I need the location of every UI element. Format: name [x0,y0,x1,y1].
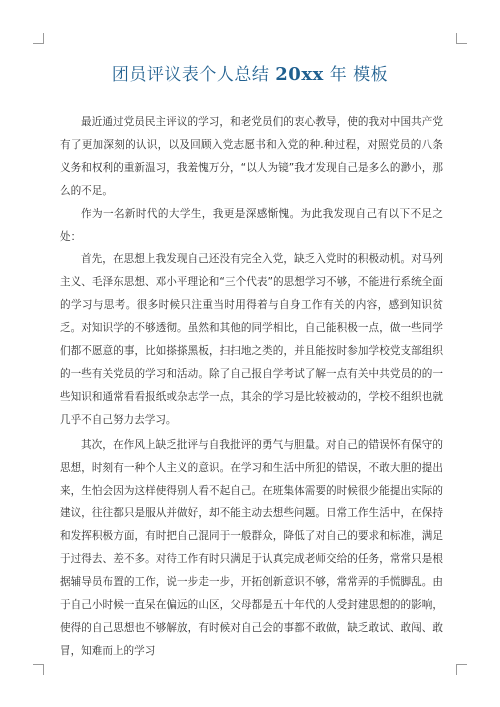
title-prefix: 团员评议表个人总结 [111,65,276,85]
title-year: 20xx [275,64,324,85]
paragraph-first-point: 首先，在思想上我发现自己还没有完全入党，缺乏入党时的积极动机。对马列主义、毛泽东思想、邓小平理论和“三个代表”的思想学习不够，不能进行系统全面的学习与思考。很多时候只注重当时用得着与自身工作有关的内容，感到知识贫乏。对知识学的不够透彻。虽然和其他的同学相比，自己能积极一点，做一些同学们都不愿意的事，比如搽搽黑板，扫扫地之类的，并且能按时参加学校党支部组织的一些有关党员的学习和活动。除了自己报自学考试了解一点有关中共党员的的一些知识和通常看看报纸或杂志学一点，其余的学习是比较被动的，学校不组织也就几乎不自己努力去学习。 [60,253,443,426]
crop-mark-bottom-left [33,664,44,675]
crop-mark-top-right [456,33,467,44]
paragraph-intro: 最近通过党员民主评议的学习，和老党员们的衷心教导，使的我对中国共产党有了更加深刻的认识，以及回顾入党志愿书和入党的种.种过程，对照党员的八条义务和权利的重新温习，我羞愧万分，“以人为镜”我才发现自己是多么的渺小，那么的不足。 [60,116,443,197]
crop-mark-top-left [33,33,44,44]
crop-mark-bottom-right [456,664,467,675]
document-title [0,63,500,87]
document-body [60,111,443,663]
paragraph-shortcomings-lead: 作为一名新时代的大学生，我更是深感惭愧。为此我发现自己有以下不足之处： [60,207,443,243]
paragraph-second-point: 其次，在作风上缺乏批评与自我批评的勇气与胆量。对自己的错误怀有保守的思想，时刻有一种个人主义的意识。在学习和生活中所犯的错误，不敢大胆的提出来，生怕会因为这样使得别人看不起自己。在班集体需要的时候很少能提出实际的建议，往往都只是服从并做好，却不能主动去想些问题。日常工作生活中，在保持和发挥积极方面，有时把自己混同于一般群众，降低了对自己的要求和标准，满足于过得去、差不多。对待工作有时只满足于认真完成老师交给的任务，常常只是根据辅导员布置的工作，说一步走一步，开拓创新意识不够，常常弄的手慌脚乱。由于自己小时候一直呆在偏远的山区，父母都是五十年代的人受封建思想的的影响，使得的自己思想也不够解放，有时候对自己会的事都不敢做，缺乏敢试、敢闯、敢冒，知难而上的学习 [60,438,443,657]
title-suffix: 年 模板 [323,65,389,85]
